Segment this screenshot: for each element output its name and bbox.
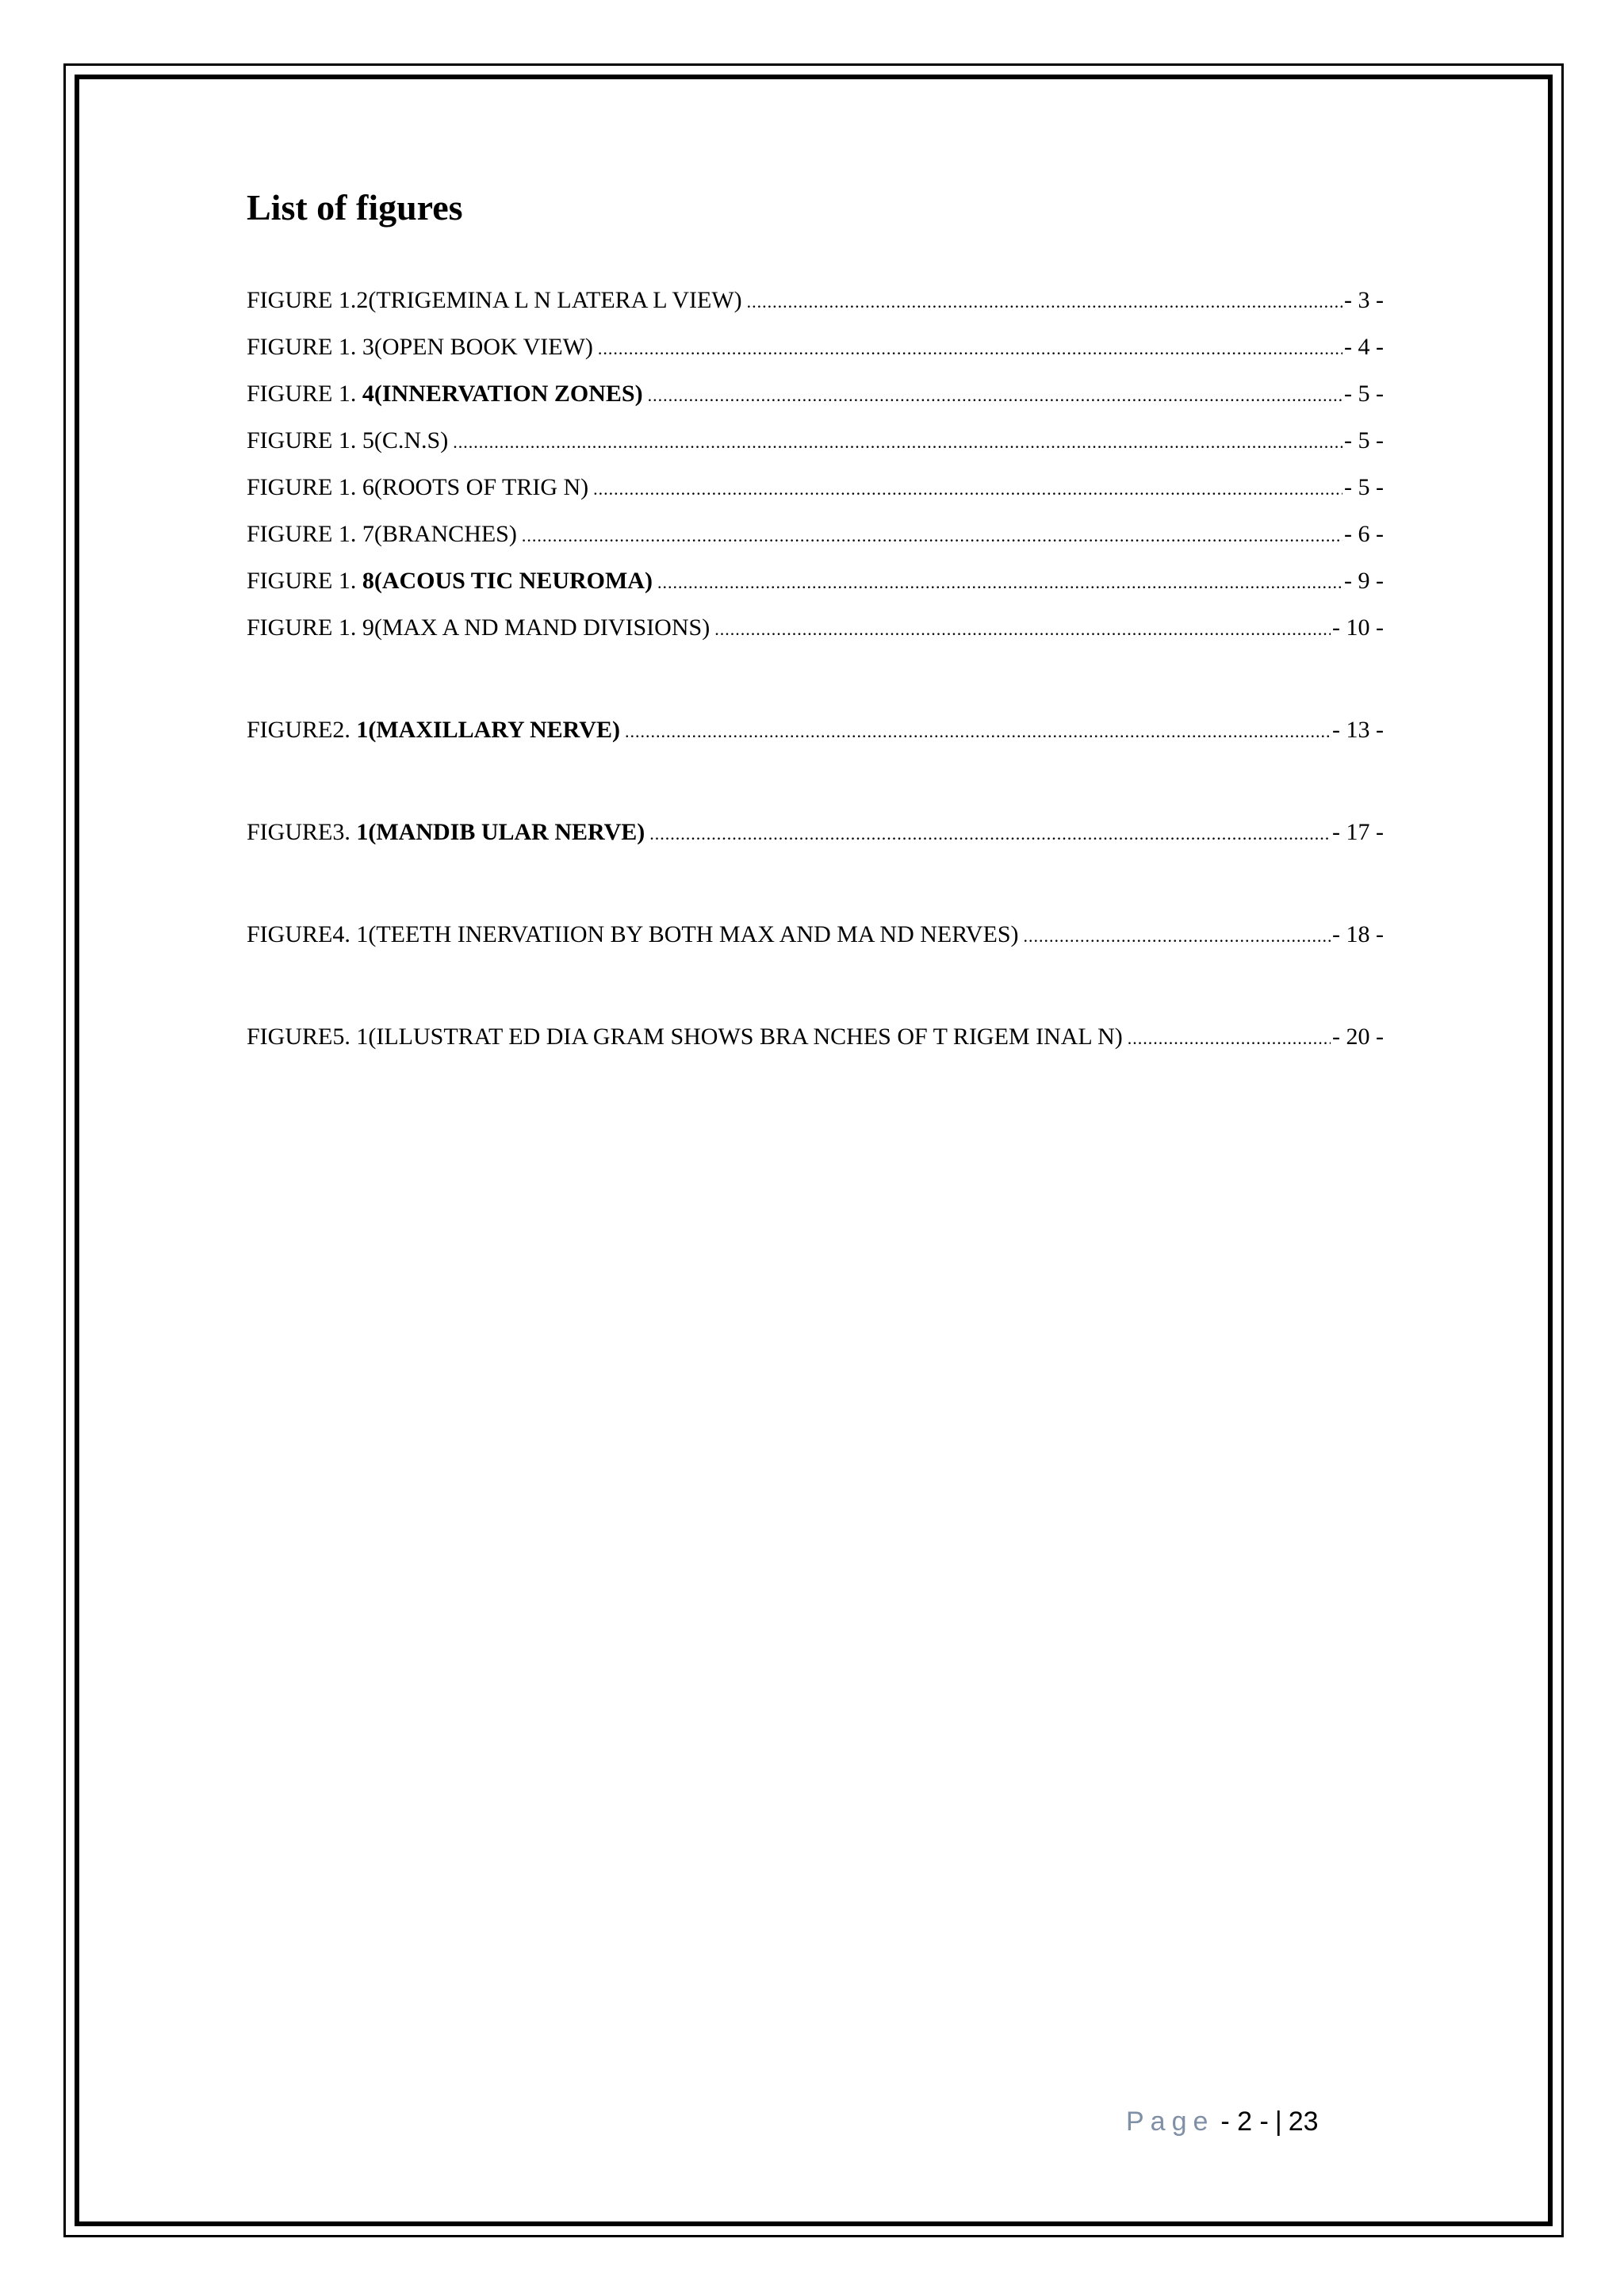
- figure-entry-label: [247, 511, 517, 557]
- figure-entry[interactable]: [247, 557, 1384, 604]
- figure-entry-page: - 5 -: [1344, 427, 1384, 453]
- figure-entry-text: FIGURE 1.: [247, 381, 362, 407]
- figure-entry-page: - 4 -: [1344, 334, 1384, 360]
- figure-entry-label: [247, 706, 620, 753]
- figure-entry-page: - 13 -: [1332, 717, 1384, 743]
- figure-entry-label: [247, 557, 653, 604]
- figure-entry-page: - 10 -: [1332, 614, 1384, 641]
- figure-entry-text: FIGURE 1. 3(OPEN BOOK VIEW): [247, 334, 593, 360]
- figure-entry[interactable]: [247, 417, 1384, 464]
- footer-separator: |: [1274, 2107, 1282, 2137]
- figure-entry-text: FIGURE3.: [247, 819, 357, 845]
- figure-entry-label: [247, 911, 1019, 958]
- figure-entry-page: - 6 -: [1344, 521, 1384, 547]
- figure-entry-label: [247, 370, 643, 417]
- figure-entry[interactable]: [247, 323, 1384, 370]
- figure-entry[interactable]: [247, 464, 1384, 511]
- figure-entry-text: FIGURE 1. 6(ROOTS OF TRIG N): [247, 474, 589, 500]
- figure-entry-page: - 18 -: [1332, 921, 1384, 947]
- figure-list: [247, 277, 1384, 1060]
- dot-leader: [747, 278, 1342, 325]
- figure-entry-text: FIGURE2.: [247, 717, 357, 743]
- figure-entry-label: [247, 1013, 1123, 1060]
- figure-entry-page: - 20 -: [1332, 1024, 1384, 1050]
- dot-leader: [714, 606, 1331, 652]
- page-footer: [1126, 2104, 1319, 2139]
- figure-entry-bold-text: 4(INNERVATION ZONES): [362, 381, 643, 407]
- figure-entry[interactable]: [247, 277, 1384, 323]
- dot-leader: [1128, 1015, 1331, 1062]
- figure-entry-page: - 9 -: [1344, 568, 1384, 594]
- figure-entry-page: - 5 -: [1344, 474, 1384, 500]
- figure-entry-text: FIGURE 1. 9(MAX A ND MAND DIVISIONS): [247, 614, 710, 641]
- figure-entry-text: FIGURE4. 1(TEETH INERVATIION BY BOTH MAX AND MA ND NERVES): [247, 921, 1019, 947]
- figure-entry[interactable]: [247, 370, 1384, 417]
- figure-entry-page: - 5 -: [1344, 381, 1384, 407]
- figure-entry-text: FIGURE 1.2(TRIGEMINA L N LATERA L VIEW): [247, 287, 742, 313]
- dot-leader: [593, 465, 1342, 512]
- figure-entry-text: FIGURE 1.: [247, 568, 362, 594]
- figure-entry-label: [247, 277, 742, 323]
- document-body: [247, 184, 1384, 1060]
- figure-entry[interactable]: [247, 911, 1384, 958]
- figure-entry-page: - 3 -: [1344, 287, 1384, 313]
- figure-entry[interactable]: [247, 511, 1384, 557]
- figure-entry-text: FIGURE 1. 5(C.N.S): [247, 427, 449, 453]
- figure-entry-label: [247, 809, 645, 855]
- figure-entry-bold-text: 1(MANDIB ULAR NERVE): [356, 819, 645, 845]
- dot-leader: [1024, 913, 1331, 959]
- figure-entry-bold-text: 8(ACOUS TIC NEUROMA): [362, 568, 653, 594]
- dot-leader: [522, 512, 1342, 559]
- figure-entry[interactable]: [247, 706, 1384, 753]
- figure-entry-text: FIGURE5. 1(ILLUSTRAT ED DIA GRAM SHOWS BRA NCHES OF T RIGEM INAL N): [247, 1024, 1123, 1050]
- total-pages: 23: [1288, 2107, 1319, 2137]
- dot-leader: [657, 559, 1342, 606]
- figure-entry-label: [247, 604, 710, 651]
- figure-entry-label: [247, 417, 448, 464]
- dot-leader: [598, 325, 1342, 372]
- dot-leader: [625, 708, 1331, 755]
- figure-entry-label: [247, 323, 593, 370]
- figure-entry-label: [247, 464, 588, 511]
- page-number: - 2 -: [1220, 2107, 1269, 2137]
- figure-entry-bold-text: 1(MAXILLARY NERVE): [356, 717, 620, 743]
- dot-leader: [648, 372, 1342, 419]
- figure-entry[interactable]: [247, 1013, 1384, 1060]
- page-word: Page: [1126, 2107, 1215, 2137]
- dot-leader: [453, 419, 1342, 465]
- dot-leader: [649, 810, 1331, 857]
- figure-entry[interactable]: [247, 604, 1384, 651]
- figure-entry-text: FIGURE 1. 7(BRANCHES): [247, 521, 517, 547]
- figure-entry[interactable]: [247, 809, 1384, 855]
- page-title: List of figures: [247, 187, 463, 228]
- figure-entry-page: - 17 -: [1332, 819, 1384, 845]
